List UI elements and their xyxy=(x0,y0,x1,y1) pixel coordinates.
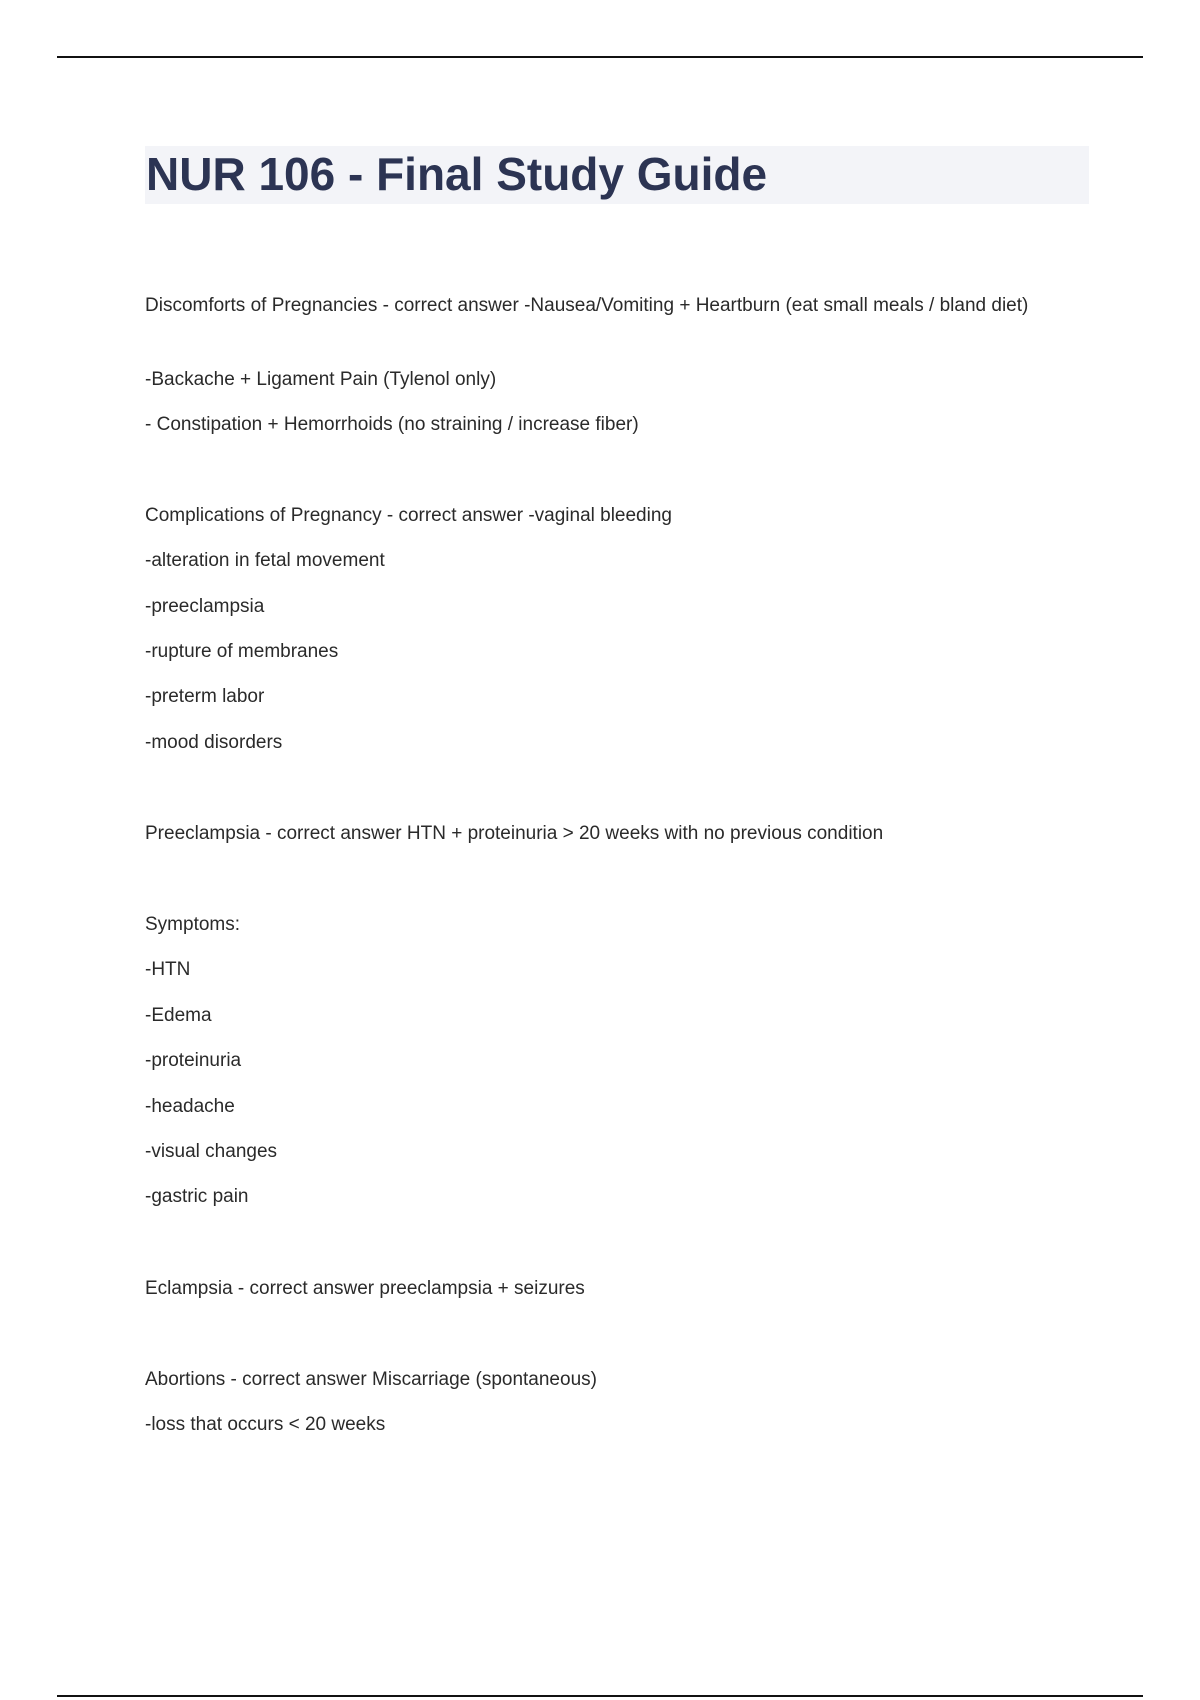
symptom-item: -HTN xyxy=(145,959,191,980)
card-abortions-question: Abortions - correct answer Miscarriage (spontaneous) xyxy=(145,1369,597,1390)
card-eclampsia-question: Eclampsia - correct answer preeclampsia + seizures xyxy=(145,1278,585,1299)
page-title: NUR 106 - Final Study Guide xyxy=(146,148,768,200)
symptom-item: -proteinuria xyxy=(145,1050,242,1071)
card-complications-item: -rupture of membranes xyxy=(145,641,339,662)
card-discomforts-item: - Constipation + Hemorrhoids (no straining / increase fiber) xyxy=(145,414,639,435)
card-complications-item: -preterm labor xyxy=(145,686,265,707)
symptom-item: -visual changes xyxy=(145,1141,278,1162)
top-rule xyxy=(57,56,1143,58)
symptoms-heading: Symptoms: xyxy=(145,914,241,935)
symptom-item: -gastric pain xyxy=(145,1186,249,1207)
card-complications-item: -preeclampsia xyxy=(145,596,265,617)
card-discomforts-item: -Backache + Ligament Pain (Tylenol only) xyxy=(145,369,497,390)
card-complications-item: -alteration in fetal movement xyxy=(145,550,385,571)
card-preeclampsia-question: Preeclampsia - correct answer HTN + proteinuria > 20 weeks with no previous condition xyxy=(145,823,884,844)
bottom-rule xyxy=(57,1695,1143,1697)
card-discomforts-question: Discomforts of Pregnancies - correct answer -Nausea/Vomiting + Heartburn (eat small meals / bland diet) xyxy=(145,295,1029,316)
card-complications-question: Complications of Pregnancy - correct answer -vaginal bleeding xyxy=(145,505,672,526)
symptom-item: -Edema xyxy=(145,1005,212,1026)
card-abortions-item: -loss that occurs < 20 weeks xyxy=(145,1414,386,1435)
symptom-item: -headache xyxy=(145,1096,235,1117)
card-complications-item: -mood disorders xyxy=(145,732,283,753)
